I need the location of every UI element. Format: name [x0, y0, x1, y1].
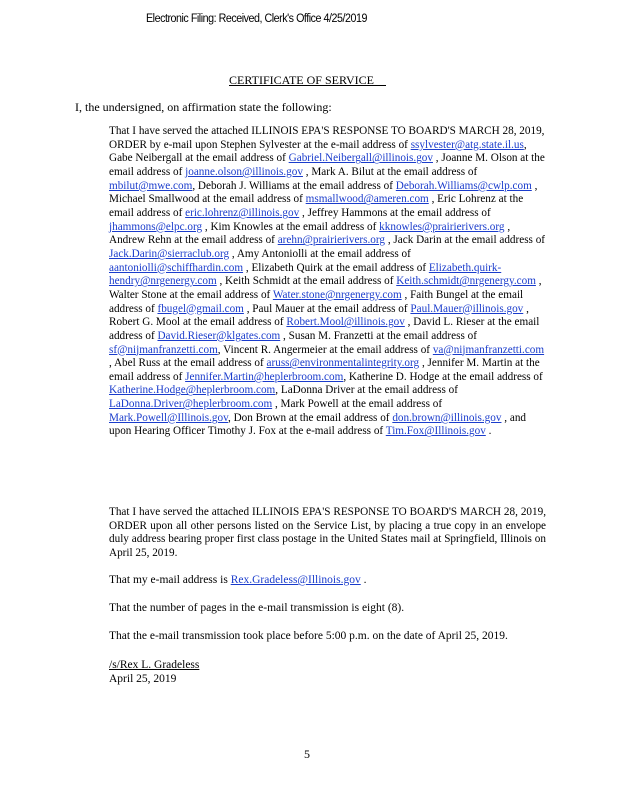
recipient-email-link[interactable]: va@nijmanfranzetti.com [432, 343, 545, 356]
recipient-text: , Mark A. Bilut at the email address of [302, 165, 478, 178]
recipient-text: , Paul Mauer at the email address of [243, 302, 411, 315]
recipient-text: , Don Brown at the email address of [227, 411, 393, 424]
recipient-email-link[interactable]: aruss@environmentalintegrity.org [266, 357, 420, 370]
recipient-text: , Susan M. Franzetti at the email address of [280, 329, 477, 342]
recipient-text: , David L. Rieser at the email address of [109, 316, 540, 342]
recipient-text: , Andrew Rehn at the email address of [109, 220, 511, 247]
recipient-text: , Jeffrey Hammons at the email address of [299, 206, 491, 219]
recipient-text: , Eric Lohrenz at the email address of [109, 193, 524, 219]
recipient-email-link[interactable]: Deborah.Williams@cwlp.com [395, 179, 532, 192]
signature: /s/Rex L. Gradeless [109, 659, 200, 671]
recipient-email-link[interactable]: kknowles@prairierivers.org [379, 220, 505, 233]
recipient-text: . [485, 425, 492, 438]
recipient-email-link[interactable]: Gabriel.Neibergall@illinois.gov [288, 152, 433, 165]
recipient-email-link[interactable]: Keith.schmidt@nrgenergy.com [396, 275, 536, 288]
recipient-email-link[interactable]: Elizabeth.quirk-hendry@nrgenergy.com [109, 261, 502, 288]
signature-date: April 25, 2019 [109, 673, 177, 685]
recipient-email-link[interactable]: eric.lohrenz@illinois.gov [185, 206, 300, 219]
filing-stamp: Electronic Filing: Received, Clerk's Office 4/25/2019 [146, 13, 367, 25]
my-email-line: That my e-mail address is Rex.Gradeless@Illinois.gov . [109, 574, 367, 586]
recipient-text: , Walter Stone at the email address of [109, 275, 542, 301]
recipient-email-link[interactable]: Jack.Darin@sierraclub.org [109, 247, 230, 260]
recipient-email-link[interactable]: Mark.Powell@Illinois.gov [109, 411, 228, 424]
recipient-email-link[interactable]: ssylvester@atg.state.il.us [410, 138, 524, 151]
email-link[interactable]: Rex.Gradeless@Illinois.gov [230, 574, 361, 586]
recipient-email-link[interactable]: Katherine.Hodge@heplerbroom.com [109, 384, 276, 397]
recipient-text: , Faith Bungel at the email address of [109, 288, 524, 315]
recipient-email-link[interactable]: David.Rieser@klgates.com [157, 329, 281, 342]
recipient-text: , LaDonna Driver at the email address of [275, 384, 458, 397]
recipient-text: , Deborah J. Williams at the email address of [192, 179, 396, 192]
recipient-text: , Gabe Neibergall at the email address of [109, 138, 527, 165]
page-number: 5 [304, 747, 310, 761]
recipient-email-link[interactable]: msmallwood@ameren.com [305, 193, 429, 206]
recipient-text: , Kim Knowles at the email address of [202, 220, 380, 233]
transmission-time-line: That the e-mail transmission took place before 5:00 p.m. on the date of April 25, 2019. [109, 630, 508, 642]
recipient-email-link[interactable]: jhammons@elpc.org [109, 220, 203, 233]
pages-count-line: That the number of pages in the e-mail transmission is eight (8). [109, 602, 405, 614]
recipient-text: , Robert G. Mool at the email address of [109, 302, 529, 329]
recipient-text: , Mark Powell at the email address of [272, 398, 443, 411]
recipient-text: , Elizabeth Quirk at the email address of [243, 261, 429, 274]
recipient-email-link[interactable]: Jennifer.Martin@heplerbroom.com [185, 370, 344, 383]
recipient-text: , Amy Antoniolli at the email address of [229, 247, 411, 260]
recipient-email-link[interactable]: joanne.olson@illinois.gov [185, 165, 303, 178]
email-service-paragraph [109, 125, 546, 439]
recipient-email-link[interactable]: Tim.Fox@Illinois.gov [385, 425, 486, 438]
recipient-text: , Joanne M. Olson at the email address of [109, 152, 545, 178]
document-title: CERTIFICATE OF SERVICE [229, 73, 374, 87]
recipient-text: , Jack Darin at the email address of [385, 234, 546, 247]
recipient-email-link[interactable]: Water.stone@nrgenergy.com [272, 288, 402, 301]
recipient-text: , and upon Hearing Officer Timothy J. Fox at the e-mail address of [109, 411, 527, 438]
recipient-email-link[interactable]: Paul.Mauer@illinois.gov [410, 302, 524, 315]
recipient-email-link[interactable]: arehn@prairierivers.org [277, 234, 386, 247]
intro-statement: I, the undersigned, on affirmation state the following: [75, 100, 332, 114]
recipient-email-link[interactable]: Robert.Mool@illinois.gov [286, 316, 405, 329]
recipient-email-link[interactable]: LaDonna.Driver@heplerbroom.com [109, 398, 273, 411]
recipient-text: , Katherine D. Hodge at the email address of [343, 370, 543, 383]
service-lead-text: That I have served the attached ILLINOIS EPA'S RESPONSE TO BOARD'S MARCH 28, 2019, ORDER by e-mail upon Stephen Sylvester at the e-mail address of [109, 125, 545, 151]
mail-service-paragraph: That I have served the attached ILLINOIS EPA'S RESPONSE TO BOARD'S MARCH 28, 2019, ORDER upon all other persons listed on the Service List, by placing a true copy in an envelope duly address bearing proper first class postage in the United States mail at Springfield, Illinois on April 25, 2019. [109, 506, 546, 559]
recipient-email-link[interactable]: don.brown@illinois.gov [392, 411, 502, 424]
recipient-email-link[interactable]: mbilut@mwe.com [109, 179, 193, 192]
recipient-text: , Michael Smallwood at the email address of [109, 179, 538, 206]
recipient-text: , Abel Russ at the email address of [109, 357, 267, 370]
recipient-text: , Keith Schmidt at the email address of [216, 275, 397, 288]
recipient-email-link[interactable]: sf@nijmanfranzetti.com [109, 343, 218, 356]
recipient-text: , Vincent R. Angermeier at the email address of [217, 343, 433, 356]
recipient-email-link[interactable]: aantoniolli@schiffhardin.com [109, 261, 244, 274]
recipient-email-link[interactable]: fbugel@gmail.com [157, 302, 244, 315]
recipient-text: , Jennifer M. Martin at the email address of [109, 357, 540, 383]
